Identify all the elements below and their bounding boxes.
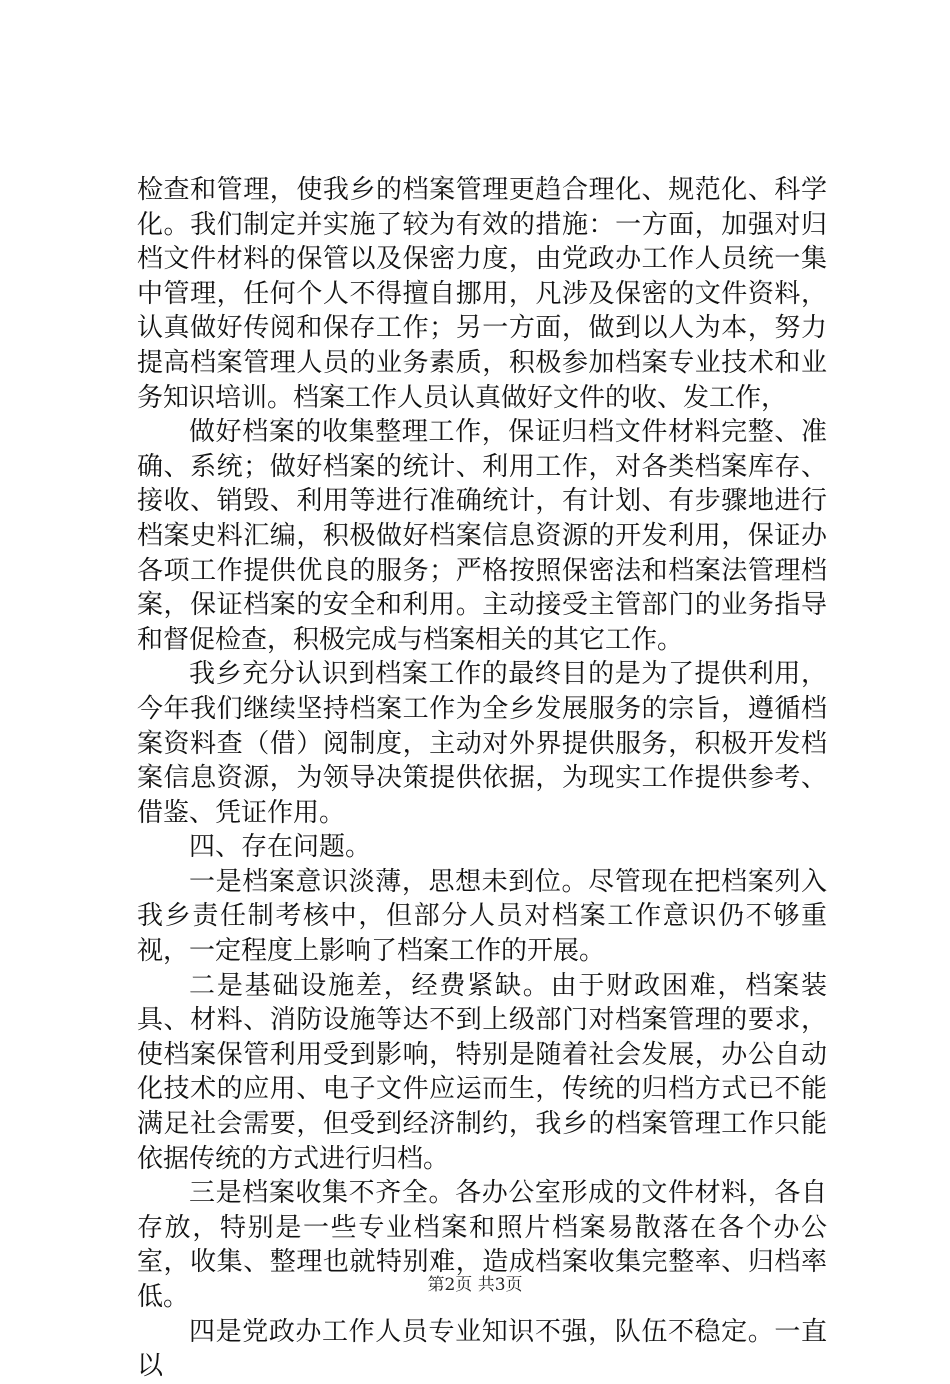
paragraph-problem-1: 一是档案意识淡薄，思想未到位。尽管现在把档案列入我乡责任制考核中，但部分人员对档案工作意识仍不够重视，一定程度上影响了档案工作的开展。 [137,866,827,967]
paragraph-problem-4: 四是党政办工作人员专业知识不强，队伍不稳定。一直以 [137,1316,827,1382]
paragraph-1: 检查和管理，使我乡的档案管理更趋合理化、规范化、科学化。我们制定并实施了较为有效的措施：一方面，加强对归档文件材料的保管以及保密力度，由党政办工作人员统一集中管理，任何个人不得擅自挪用，凡涉及保密的文件资料，认真做好传阅和保存工作；另一方面，做到以人为本，努力提高档案管理人员的业务素质，积极参加档案专业技术和业务知识培训。档案工作人员认真做好文件的收、发工作， [137,175,827,413]
section-heading-problems: 四、存在问题。 [189,832,372,863]
paragraph-3: 我乡充分认识到档案工作的最终目的是为了提供利用，今年我们继续坚持档案工作为全乡发展服务的宗旨，遵循档案资料查（借）阅制度，主动对外界提供服务，积极开发档案信息资源，为领导决策提供依据，为现实工作提供参考、借鉴、凭证作用。 [137,659,827,828]
page-footer: 第2页 共3页 [427,1275,523,1295]
paragraph-2: 做好档案的收集整理工作，保证归档文件材料完整、准确、系统；做好档案的统计、利用工作，对各类档案库存、接收、销毁、利用等进行准确统计，有计划、有步骤地进行档案史料汇编，积极做好档案信息资源的开发利用，保证办各项工作提供优良的服务；严格按照保密法和档案法管理档案，保证档案的安全和利用。主动接受主管部门的业务指导和督促检查，积极完成与档案相关的其它工作。 [137,417,827,655]
document-body [137,173,827,1384]
paragraph-problem-3: 三是档案收集不齐全。各办公室形成的文件材料，各自存放，特别是一些专业档案和照片档案易散落在各个办公室，收集、整理也就特别难，造成档案收集完整率、归档率低。 [137,1178,827,1312]
paragraph-problem-2: 二是基础设施差，经费紧缺。由于财政困难，档案装具、材料、消防设施等达不到上级部门对档案管理的要求，使档案保管利用受到影响，特别是随着社会发展，办公自动化技术的应用、电子文件应运而生，传统的归档方式已不能满足社会需要，但受到经济制约，我乡的档案管理工作只能依据传统的方式进行归档。 [137,970,827,1174]
